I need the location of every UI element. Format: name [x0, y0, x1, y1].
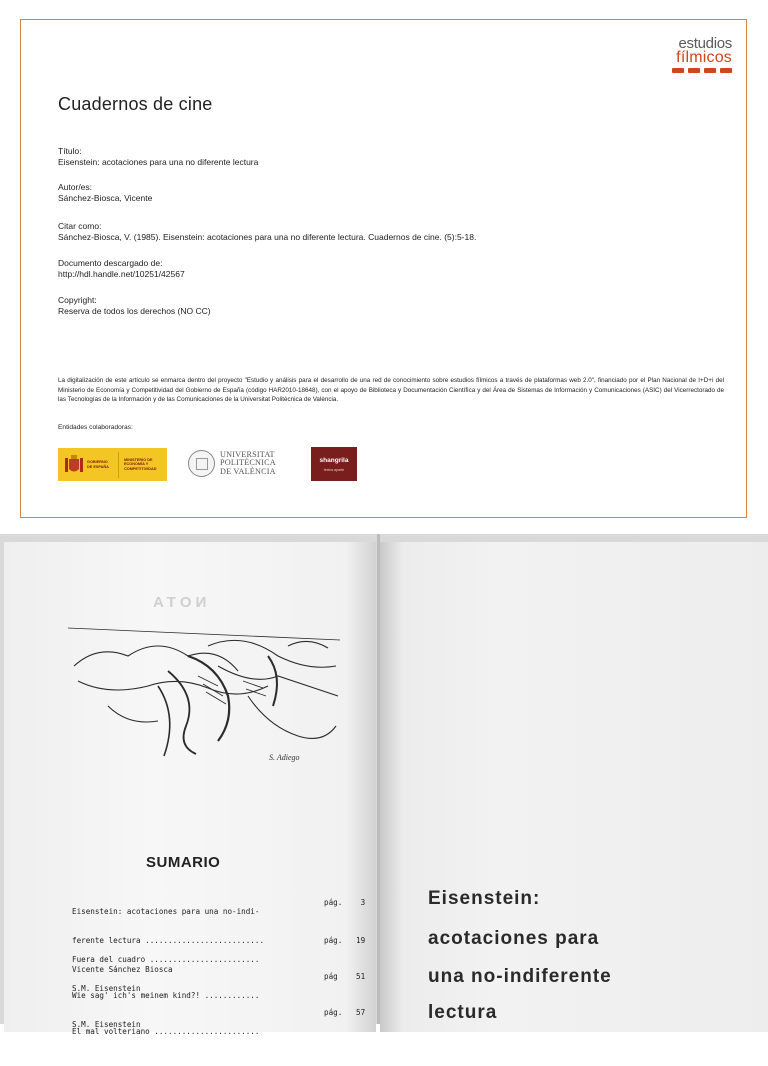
- upv-text: [220, 451, 276, 476]
- toc-entry: [72, 1008, 366, 1066]
- toc-title-line: Fuera del cuadro ........................: [72, 955, 260, 965]
- shangrila-logo: [311, 447, 357, 481]
- project-paragraph: La digitalización de este artículo se enmarca dentro del proyecto "Estudio y análisis para el desarrollo de una red de conocimiento sobre estudios fílmicos a través de plataformas web 2.0", financiado por el Plan Nacional de I+D+i del Ministerio de Economía y Competitividad del Gobierno de España (código HAR2010-18648), con el apoyo de Biblioteca y Documentación Científica y del Área de Sistemas de Información y Comunicaciones (ASIC) del Vicerrectorado de las Tecnologías de la Información y de las Comunicaciones de la Universitat Politècnica de València.: [58, 377, 724, 404]
- journal-title: Cuadernos de cine: [58, 94, 213, 114]
- field-label: Documento descargado de:: [58, 258, 163, 268]
- field-documento: [58, 258, 185, 280]
- upv-line: DE VALÈNCIA: [220, 466, 276, 476]
- scanned-spread: [0, 534, 768, 1037]
- field-value: Sánchez-Biosca, V. (1985). Eisenstein: acotaciones para una no diferente lectura. Cuadernos de cine. (5):5-18.: [58, 232, 477, 242]
- right-page: [380, 542, 768, 1032]
- toc-title-line: Wie sag' ich's meinem kind?! ............: [72, 991, 260, 1001]
- article-title-line: acotaciones para: [428, 928, 600, 949]
- toc-title-line: ferente lectura ..........................: [72, 935, 265, 945]
- entidades-label: Entidades colaboradoras:: [58, 424, 133, 431]
- logo-line1: estudios: [678, 35, 732, 52]
- field-value: Reserva de todos los derechos (NO CC): [58, 306, 211, 316]
- upv-logo: [188, 450, 276, 477]
- left-page: [4, 542, 376, 1037]
- article-title-line: Eisenstein:: [428, 888, 541, 909]
- field-value: Eisenstein: acotaciones para una no diferente lectura: [58, 157, 259, 167]
- toc-page: pág. 3: [324, 897, 366, 907]
- toc-page: pág. 19: [324, 936, 366, 945]
- field-label: Copyright:: [58, 295, 97, 305]
- ministerio-text: MINISTERIO DE ECONOMÍA Y COMPETITIVIDAD: [124, 457, 157, 471]
- field-titulo: [58, 146, 258, 168]
- shangrila-subtext: textos aparte: [323, 468, 345, 472]
- toc-author: S.M. Eisenstein: [72, 983, 141, 993]
- upv-seal-icon: [188, 450, 215, 477]
- toc-author: S.M. Eisenstein: [72, 1019, 141, 1029]
- logo-dots-icon: [672, 68, 732, 73]
- upv-line: UNIVERSITAT: [220, 449, 275, 459]
- cover-page: [20, 19, 747, 518]
- article-title-line: una no-indiferente: [428, 966, 612, 987]
- toc-author: Vicente Sánchez Biosca: [72, 964, 173, 974]
- upv-line: POLITÈCNICA: [220, 458, 276, 468]
- field-autor: [58, 182, 152, 204]
- ink-sketch-illustration: [68, 626, 340, 758]
- shangrila-text: shangrila: [319, 457, 349, 464]
- gobierno-text: GOBIERNO DE ESPAÑA: [87, 460, 109, 469]
- article-title-line: lectura: [428, 1002, 498, 1023]
- field-copyright: [58, 295, 211, 317]
- sumario-heading: SUMARIO: [146, 854, 221, 871]
- field-label: Citar como:: [58, 221, 102, 231]
- field-value: Sánchez-Biosca, Vicente: [58, 193, 153, 203]
- toc-title-line: Eisenstein: acotaciones para una no-indi-: [72, 907, 260, 917]
- logo-line2: fílmicos: [676, 49, 732, 66]
- handle-link[interactable]: http://hdl.handle.net/10251/42567: [58, 269, 185, 279]
- estudios-filmicos-logo: [672, 36, 732, 73]
- coat-of-arms-icon: [64, 454, 84, 476]
- gobierno-logo: [58, 448, 167, 481]
- toc-title-line: El mal volteriano .......................: [72, 1027, 260, 1037]
- bleed-through-title: NOTA: [149, 594, 207, 611]
- toc-page: pág. 57: [324, 1008, 366, 1017]
- field-label: Título:: [58, 146, 82, 156]
- toc-page: pág 51: [324, 972, 366, 981]
- illustration-signature: S. Adiego: [269, 753, 300, 762]
- field-label: Autor/es:: [58, 182, 93, 192]
- field-citar: [58, 221, 476, 243]
- gob-separator: [118, 452, 119, 478]
